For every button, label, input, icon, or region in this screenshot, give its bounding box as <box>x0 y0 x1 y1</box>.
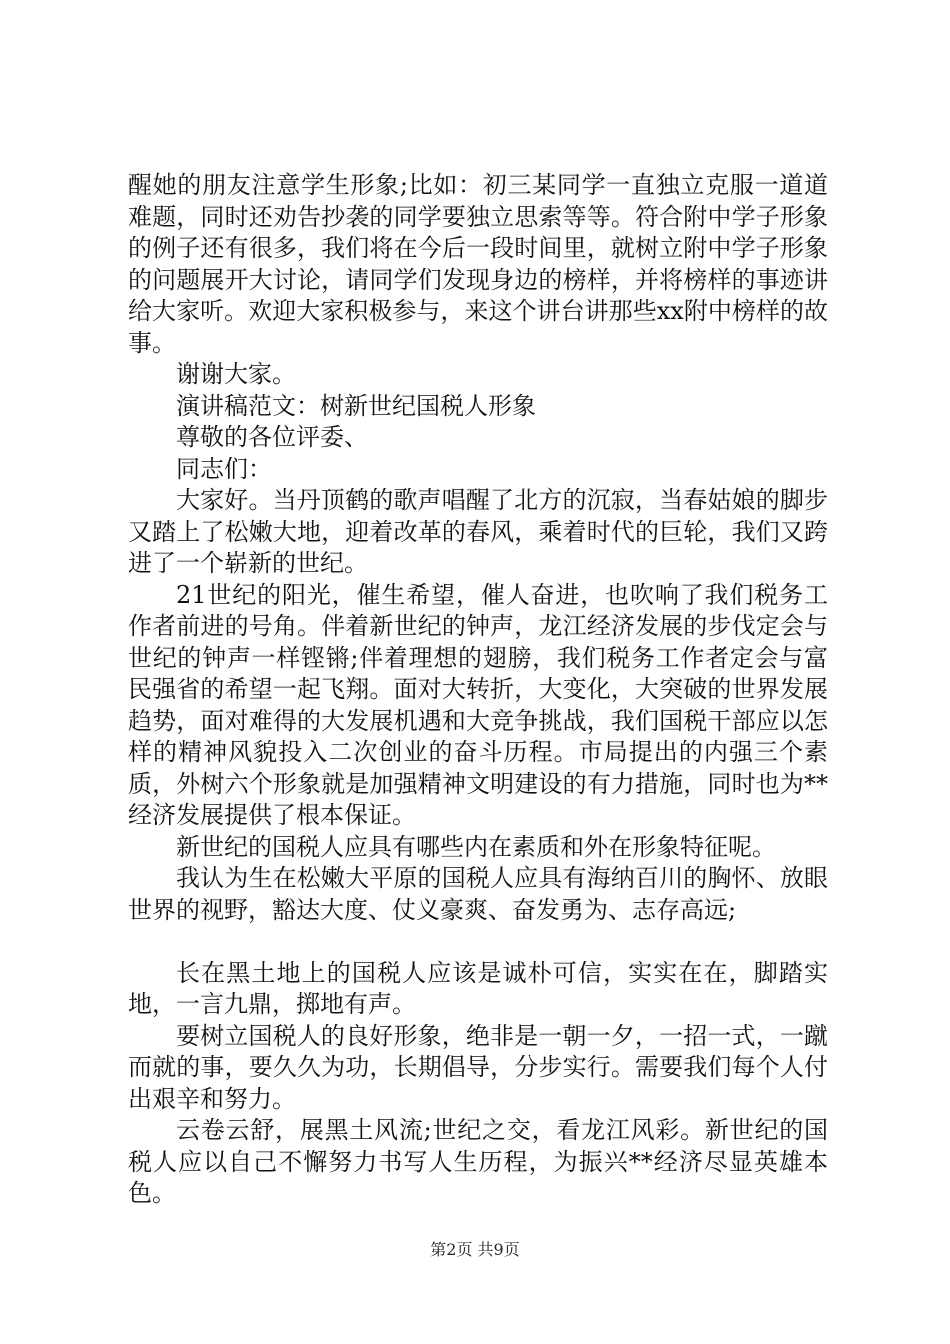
salutation-comrades: 同志们： <box>176 454 272 483</box>
salutation-judges: 尊敬的各位评委、 <box>176 423 368 451</box>
page-number-footer: 第2页 共9页 <box>430 1240 520 1259</box>
speech-title: 演讲稿范文：树新世纪国税人形象 <box>176 391 536 420</box>
paragraph-black-soil: 长在黑土地上的国税人应该是诚朴可信，实实在在，脚踏实地，一言九鼎，掷地有声。 <box>128 958 828 1018</box>
paragraph-effort: 要树立国税人的良好形象，绝非是一朝一夕，一招一式，一蹴而就的事，要久久为功，长期倡导，分步实行。需要我们每个人付出艰辛和努力。 <box>128 1021 828 1113</box>
paragraph-greeting: 大家好。当丹顶鹤的歌声唱醒了北方的沉寂，当春姑娘的脚步又踏上了松嫩大地，迎着改革的春风，乘着时代的巨轮，我们又跨进了一个崭新的世纪。 <box>128 486 828 577</box>
paragraph-qualities: 我认为生在松嫩大平原的国税人应具有海纳百川的胸怀、放眼世界的视野，豁达大度、仗义豪爽、奋发勇为、志存高远; <box>128 864 828 924</box>
paragraph-thanks: 谢谢大家。 <box>176 360 296 388</box>
paragraph-closing: 云卷云舒，展黑土风流;世纪之交，看龙江风彩。新世纪的国税人应以自己不懈努力书写人生历程，为振兴**经济尽显英雄本色。 <box>128 1116 828 1207</box>
document-body <box>128 170 828 1210</box>
paragraph-spacer <box>128 926 828 958</box>
paragraph-question: 新世纪的国税人应具有哪些内在素质和外在形象特征呢。 <box>176 832 776 861</box>
paragraph-continued: 醒她的朋友注意学生形象;比如：初三某同学一直独立克服一道道难题，同时还劝告抄袭的同学要独立思索等等。符合附中学子形象的例子还有很多，我们将在今后一段时间里，就树立附中学子形象的问题展开大讨论，请同学们发现身边的榜样，并将榜样的事迹讲给大家听。欢迎大家积极参与，来这个讲台讲那些xx附中榜样的故事。 <box>128 171 828 357</box>
paragraph-century: 21世纪的阳光，催生希望，催人奋进，也吹响了我们税务工作者前进的号角。伴着新世纪的钟声，龙江经济发展的步伐定会与世纪的钟声一样铿锵;伴着理想的翅膀，我们税务工作者定会与富民强省的希望一起飞翔。面对大转折，大变化，大突破的世界发展趋势，面对难得的大发展机遇和大竞争挑战，我们国税干部应以怎样的精神风貌投入二次创业的奋斗历程。市局提出的内强三个素质，外树六个形象就是加强精神文明建设的有力措施，同时也为**经济发展提供了根本保证。 <box>128 580 828 829</box>
